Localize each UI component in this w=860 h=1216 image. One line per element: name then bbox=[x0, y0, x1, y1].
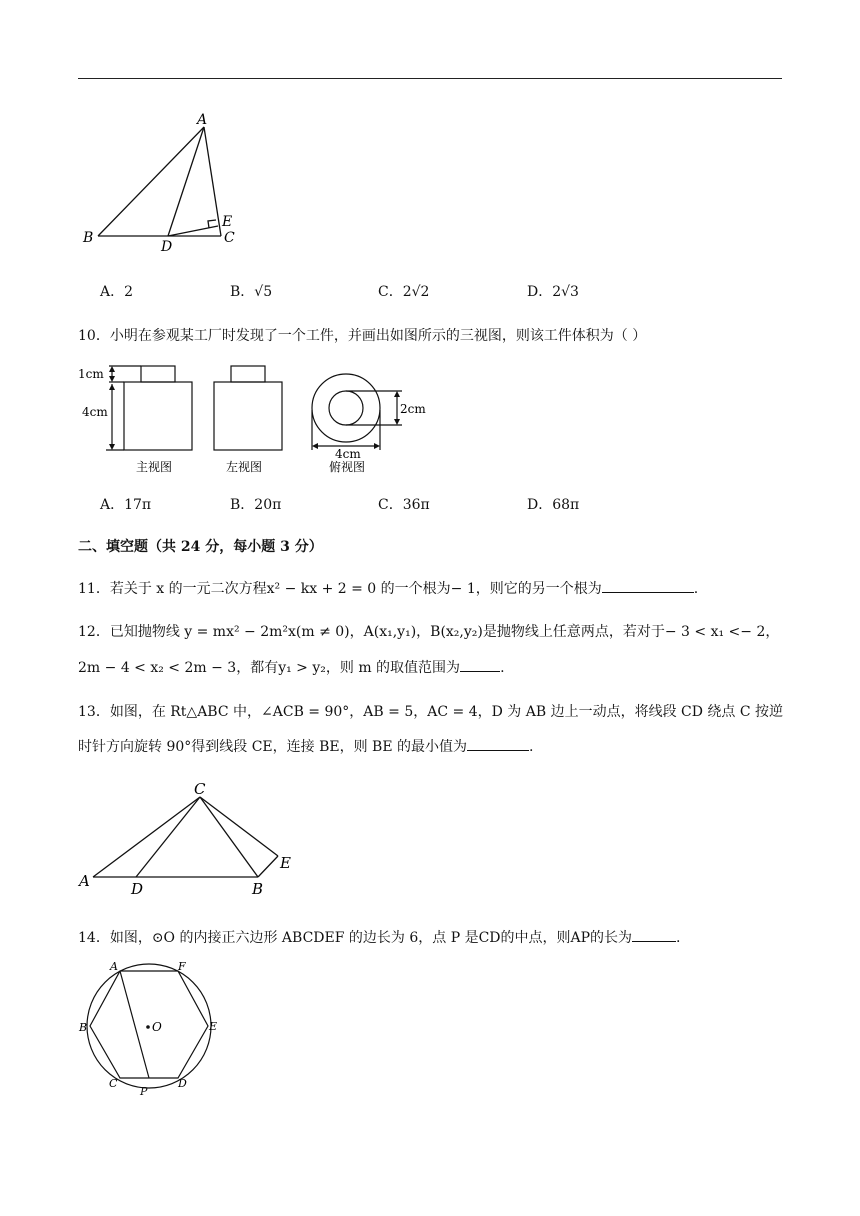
q9-option-c: C．2√2 bbox=[378, 284, 430, 300]
q10-option-d: D．68π bbox=[527, 497, 580, 513]
q13-line-1: 13．如图，在 Rt△ABC 中，∠ACB = 90°，AB = 5，AC = 4，D 为 AB 边上一动点，将线段 CD 绕点 C 按逆 bbox=[78, 704, 784, 720]
q9-triangle-figure bbox=[78, 108, 258, 258]
q12-answer-blank[interactable] bbox=[460, 657, 500, 672]
q12-stem-2: 2m − 4 < x₂ < 2m − 3，都有y₁ > y₂，则 m 的取值范围为 bbox=[78, 660, 461, 676]
q12-line-1: 12．已知抛物线 y = mx² − 2m²x(m ≠ 0)，A(x₁,y₁)，B(x₂,y₂)是抛物线上任意两点，若对于− 3 < x₁ <− 2， bbox=[78, 624, 780, 640]
q14-label-p: P bbox=[140, 1085, 148, 1098]
q9-label-c: C bbox=[224, 230, 235, 246]
q10-caption-left: 左视图 bbox=[226, 460, 263, 474]
q14-label-b: B bbox=[79, 1021, 88, 1034]
q9-label-b: B bbox=[83, 230, 94, 246]
section-2-heading: 二、填空题（共 24 分，每小题 3 分） bbox=[78, 539, 323, 555]
q13-label-b: B bbox=[252, 880, 264, 898]
q9-label-d: D bbox=[161, 239, 173, 255]
q10-caption-front: 主视图 bbox=[136, 460, 173, 474]
q14-label-e: E bbox=[209, 1020, 218, 1033]
q9-label-e: E bbox=[222, 214, 233, 230]
q9-option-d: D．2√3 bbox=[527, 284, 579, 300]
q13-answer-blank[interactable] bbox=[467, 736, 529, 751]
q13-stem-2: 时针方向旋转 90°得到线段 CE，连接 BE，则 BE 的最小值为 bbox=[78, 739, 468, 755]
q14-text bbox=[78, 927, 681, 948]
q14-end: . bbox=[676, 930, 681, 946]
q11-text bbox=[78, 578, 698, 599]
q10-dim-4cm-bottom: 4cm bbox=[335, 447, 361, 461]
q10-dim-2cm: 2cm bbox=[400, 402, 426, 416]
q9-option-b: B．√5 bbox=[230, 284, 273, 300]
q13-label-d: D bbox=[131, 880, 144, 898]
q13-label-a: A bbox=[79, 872, 90, 890]
q14-label-d: D bbox=[178, 1077, 187, 1090]
q13-triangle-figure bbox=[76, 776, 306, 898]
q10-option-a: A．17π bbox=[100, 497, 152, 513]
q12-end: . bbox=[500, 660, 505, 676]
q10-three-views-figure bbox=[76, 358, 446, 480]
q9-option-a: A．2 bbox=[100, 284, 134, 300]
q13-end: . bbox=[529, 739, 534, 755]
q14-label-c: C bbox=[109, 1077, 118, 1090]
q13-line-2 bbox=[78, 736, 533, 757]
q12-line-2 bbox=[78, 657, 505, 678]
q14-label-o: O bbox=[152, 1020, 162, 1034]
q14-answer-blank[interactable] bbox=[632, 927, 676, 942]
q9-label-a: A bbox=[197, 112, 208, 128]
header-rule bbox=[78, 78, 782, 79]
q13-label-e: E bbox=[280, 854, 291, 872]
q14-label-a: A bbox=[110, 960, 118, 973]
q11-answer-blank[interactable] bbox=[602, 578, 694, 593]
q14-stem: 14．如图，⊙O 的内接正六边形 ABCDEF 的边长为 6，点 P 是CD的中点，则AP的长为 bbox=[78, 930, 633, 946]
q10-option-b: B．20π bbox=[230, 497, 282, 513]
q10-dim-1cm: 1cm bbox=[78, 367, 104, 381]
q10-option-c: C．36π bbox=[378, 497, 430, 513]
q11-end: . bbox=[693, 581, 699, 597]
q10-stem: 10．小明在参观某工厂时发现了一个工件，并画出如图所示的三视图，则该工件体积为（ ） bbox=[78, 328, 647, 344]
q10-caption-top: 俯视图 bbox=[329, 460, 366, 474]
q10-dim-4cm: 4cm bbox=[82, 405, 108, 419]
q13-label-c: C bbox=[194, 780, 206, 798]
q11-stem: 11．若关于 x 的一元二次方程x² − kx + 2 = 0 的一个根为− 1，则它的另一个根为 bbox=[78, 581, 602, 597]
q14-hexagon-figure bbox=[76, 960, 226, 1090]
q14-label-f: F bbox=[178, 960, 186, 973]
